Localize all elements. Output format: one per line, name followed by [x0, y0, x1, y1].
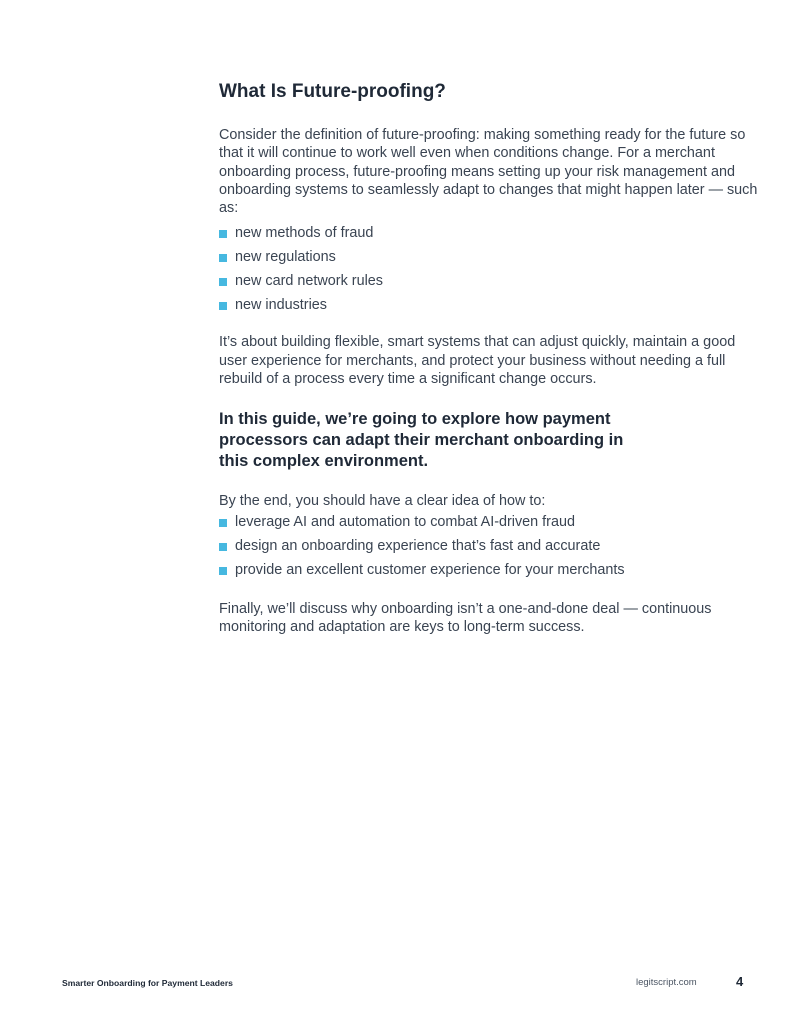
- list-item: [219, 559, 759, 583]
- list-item-text: new methods of fraud: [235, 225, 374, 242]
- list-item: [219, 246, 759, 270]
- square-bullet-icon: [219, 254, 227, 262]
- flexible-systems-paragraph: It’s about building flexible, smart systems that can adjust quickly, maintain a good user experience for merchants, and protect your business without needing a full rebuild of a process every time a significant change occurs.: [219, 334, 736, 387]
- footer-document-title: Smarter Onboarding for Payment Leaders: [62, 978, 233, 988]
- square-bullet-icon: [219, 230, 227, 238]
- list-item-text: new regulations: [235, 249, 336, 266]
- list-item: [219, 270, 759, 294]
- list-item: [219, 294, 759, 318]
- list-item-text: provide an excellent customer experience for your merchants: [235, 561, 625, 578]
- list-item: [219, 511, 759, 535]
- footer-website: legitscript.com: [636, 977, 697, 988]
- square-bullet-icon: [219, 543, 227, 551]
- intro-paragraph: Consider the definition of future-proofing: making something ready for the future so that it will continue to work well even when conditions change. For a merchant onboarding process, future-proofing means setting up your risk management and onboarding systems to seamlessly adapt to changes that might happen later — such as:: [219, 127, 758, 217]
- square-bullet-icon: [219, 567, 227, 575]
- square-bullet-icon: [219, 519, 227, 527]
- learning-goals-intro: By the end, you should have a clear idea of how to:: [219, 493, 546, 510]
- main-content: [219, 80, 759, 636]
- section-title: What Is Future-proofing?: [219, 81, 446, 102]
- list-item-text: leverage AI and automation to combat AI-driven fraud: [235, 514, 575, 531]
- list-item-text: new card network rules: [235, 272, 383, 289]
- list-item-text: new industries: [235, 296, 327, 313]
- list-item-text: design an onboarding experience that’s fast and accurate: [235, 538, 601, 555]
- change-types-list: [219, 222, 759, 317]
- list-item: [219, 222, 759, 246]
- square-bullet-icon: [219, 278, 227, 286]
- list-item: [219, 535, 759, 559]
- closing-paragraph: Finally, we’ll discuss why onboarding isn’t a one-and-done deal — continuous monitoring and adaptation are keys to long-term success.: [219, 600, 712, 635]
- square-bullet-icon: [219, 302, 227, 310]
- learning-goals-list: [219, 511, 759, 582]
- page-number: 4: [736, 974, 744, 989]
- guide-callout: In this guide, we’re going to explore how payment processors can adapt their merchant onboarding in this complex environment.: [219, 410, 624, 471]
